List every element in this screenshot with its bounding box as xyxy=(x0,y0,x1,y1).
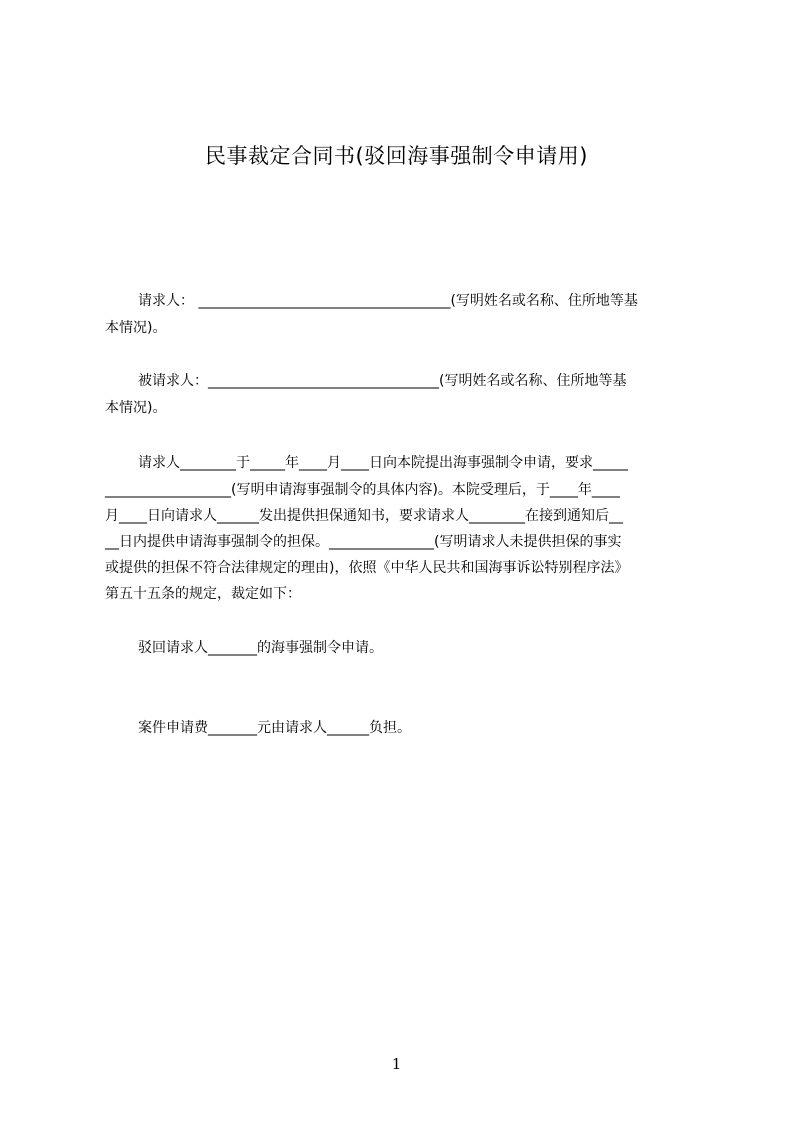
respondent-line-1: 被请求人：_________________________________(写明姓名或名称、住所地等基 xyxy=(138,373,627,389)
facts-line-6: 第五十五条的规定，裁定如下： xyxy=(105,586,301,602)
respondent-line-2: 本情况)。 xyxy=(105,400,167,416)
document-title: 民事裁定合同书(驳回海事强制令申请用) xyxy=(205,144,588,168)
facts-line-1: 请求人________于_____年____月____日向本院提出海事强制令申请，要求_____ xyxy=(138,455,628,471)
page-number: 1 xyxy=(391,1055,402,1073)
facts-line-5: 或提供的担保不符合法律规定的理由)，依照《中华人民共和国海事诉讼特别程序法》 xyxy=(105,560,629,576)
applicant-line-2: 本情况)。 xyxy=(105,320,167,336)
fee-text: 案件申请费_______元由请求人______负担。 xyxy=(138,720,411,736)
applicant-line-1: 请求人： ____________________________________(写明姓名或名称、住所地等基 xyxy=(138,293,638,309)
facts-line-4: __日内提供申请海事强制令的担保。_______________(写明请求人未提供担保的事实 xyxy=(105,534,622,550)
ruling-text: 驳回请求人_______的海事强制令申请。 xyxy=(138,640,383,656)
facts-line-2: __________________(写明申请海事强制令的具体内容)。本院受理后，于____年____ xyxy=(105,482,620,498)
facts-line-3: 月____日向请求人______发出提供担保通知书，要求请求人________在接到通知后__ xyxy=(105,508,623,524)
